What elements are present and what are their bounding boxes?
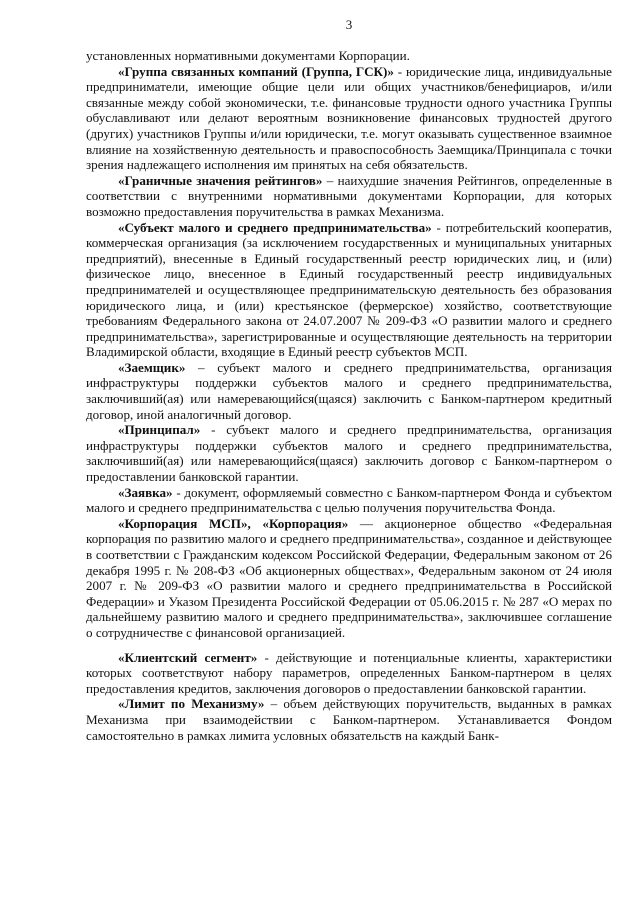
definition-text: – объем действующих поручительств, выданных в рамках Механизма при взаимодействии с Банком-партнером. Устанавливается Фондом самостоятельно в рамках лимита условных обязательств на каждый Банк- [86,696,613,743]
definition-term: «Клиентский сегмент» [118,649,258,665]
definition-corporation [86,516,612,641]
definition-term: «Граничные значения рейтингов» [118,172,323,188]
paragraph-text: установленных нормативными документами Корпорации. [86,48,410,63]
definition-client-segment [86,650,612,697]
paragraph-continuation [86,48,612,64]
definition-text: – наихудшие значения Рейтингов, определенные в соответствии с внутренними нормативными документами Корпорации, для которых возможно предоставления поручительства в рамках Механизма. [86,172,612,219]
definition-term: «Корпорация МСП», «Корпорация» [118,515,349,531]
definition-application [86,485,612,516]
definition-text: - юридические лица, индивидуальные предприниматели, имеющие общие цели или общих участников/бенефициаров, и/или связанные между собой экономически, т.е. финансовые трудности одного участника Группы обуславливают или делают вероятным возникновение финансовых трудностей другого (других) участников Группы и/или юридически, т.е. могут оказывать существенное взаимное влияние на хозяйственную деятельность и правоспособность Заемщика/Принципала с точки зрения надлежащего исполнения им принятых на себя обязательств. [86,63,612,173]
page-number: 3 [345,17,353,32]
definition-text: - потребительский кооператив, коммерческая организация (за исключением государственных и муниципальных унитарных предприятий), внесенные в Единый государственный реестр юридических лиц, и (или) физическое лицо, внесенное в Единый государственный реестр индивидуальных предпринимателей и осуществляющее предпринимательскую деятельность без образования юридического лица, и (или) крестьянское (фермерское) хозяйство, соответствующие требованиям Федерального закона от 24.07.2007 № 209-ФЗ «О развитии малого и среднего предпринимательства», зарегистрированные и осуществляющие деятельность на территории Владимирской области, входящие в Единый реестр субъектов МСП. [86,219,612,360]
definition-text: — акционерное общество «Федеральная корпорация по развитию малого и среднего предпринимательства», созданное и действующее в соответствии с Гражданским кодексом Российской Федерации, Федеральным законом от 26 декабря 1995 г. № 208-ФЗ «Об акционерных обществах», Федеральным законом от 24 июля 2007 г. № 209-ФЗ «О развитии малого и среднего предпринимательства в Российской Федерации» и Указом Президента Российской Федерации от 05.06.2015 г. № 287 «О мерах по дальнейшему развитию малого и среднего предпринимательства», заключившее соглашение о сотрудничестве с финансовой организацией. [86,515,612,640]
definition-term: «Субъект малого и среднего предпринимательства» [118,219,432,235]
definition-principal [86,422,612,484]
definition-term: «Принципал» [118,422,201,438]
definition-term: «Лимит по Механизму» [118,696,265,712]
definition-text: - действующие и потенциальные клиенты, характеристики которых соответствуют набору параметров, определенных Банком-партнером в целях предоставления кредитов, заключения договоров о предоставлении банковской гарантии. [86,649,612,696]
definition-text: - документ, оформляемый совместно с Банком-партнером Фонда и субъектом малого и среднего предпринимательства с целью получения поручительства Фонда. [86,484,612,516]
definition-borrower [86,360,612,422]
definition-rating-limits [86,173,612,220]
definition-term: «Заявка» [118,484,173,500]
definition-term: «Группа связанных компаний (Группа, ГСК)» [118,63,394,79]
definition-mechanism-limit [86,696,612,743]
definition-group [86,64,612,173]
definition-sme [86,220,612,360]
definition-text: - субъект малого и среднего предпринимательства, организация инфраструктуры поддержки субъектов малого и среднего предпринимательства, заключивший(ая) или намеревающийся(щаяся) заключить договор с Банком-партнером о предоставлении банковской гарантии. [86,422,612,485]
definition-term: «Заемщик» [118,359,186,375]
definition-text: – субъект малого и среднего предпринимательства, организация инфраструктуры поддержки субъектов малого и среднего предпринимательства, заключивший(ая) или намеревающийся(щаяся) заключить с Банком-партнером кредитный договор, иной аналогичный договор. [86,359,612,422]
